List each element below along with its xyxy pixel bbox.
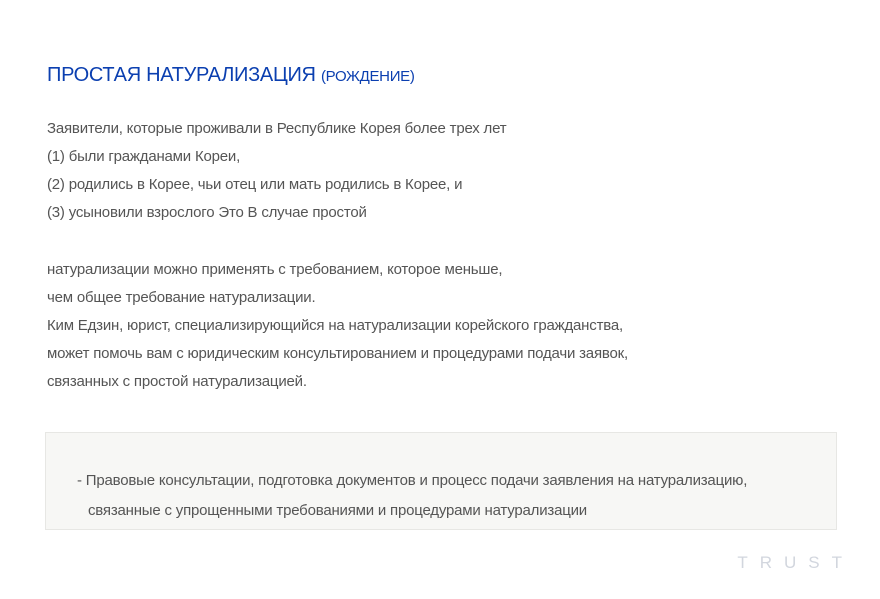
paragraph-line: может помочь вам с юридическим консультированием и процедурами подачи заявок, bbox=[47, 345, 628, 362]
service-notice-box bbox=[45, 432, 837, 530]
paragraph-line: натурализации можно применять с требованием, которое меньше, bbox=[47, 261, 503, 278]
paragraph-line: (3) усыновили взрослого Это В случае простой bbox=[47, 204, 367, 221]
title-main: ПРОСТАЯ НАТУРАЛИЗАЦИЯ bbox=[47, 64, 316, 86]
paragraph-line: чем общее требование натурализации. bbox=[47, 289, 316, 306]
trust-watermark: TRUST bbox=[737, 553, 854, 572]
paragraph-line: связанных с простой натурализацией. bbox=[47, 373, 307, 390]
paragraph-line: (2) родились в Корее, чьи отец или мать родились в Корее, и bbox=[47, 176, 463, 193]
page-title bbox=[47, 64, 415, 87]
notice-line: связанные с упрощенными требованиями и процедурами натурализации bbox=[88, 502, 587, 519]
title-subtitle: (РОЖДЕНИЕ) bbox=[320, 68, 415, 85]
paragraph-line: (1) были гражданами Кореи, bbox=[47, 148, 241, 165]
notice-line: - Правовые консультации, подготовка документов и процесс подачи заявления на натурализацию, bbox=[77, 472, 748, 489]
intro-paragraph bbox=[47, 115, 506, 227]
paragraph-line: Заявители, которые проживали в Республике Корея более трех лет bbox=[47, 120, 507, 137]
paragraph-line: Ким Едзин, юрист, специализирующийся на натурализации корейского гражданства, bbox=[47, 317, 623, 334]
details-paragraph bbox=[47, 256, 628, 396]
